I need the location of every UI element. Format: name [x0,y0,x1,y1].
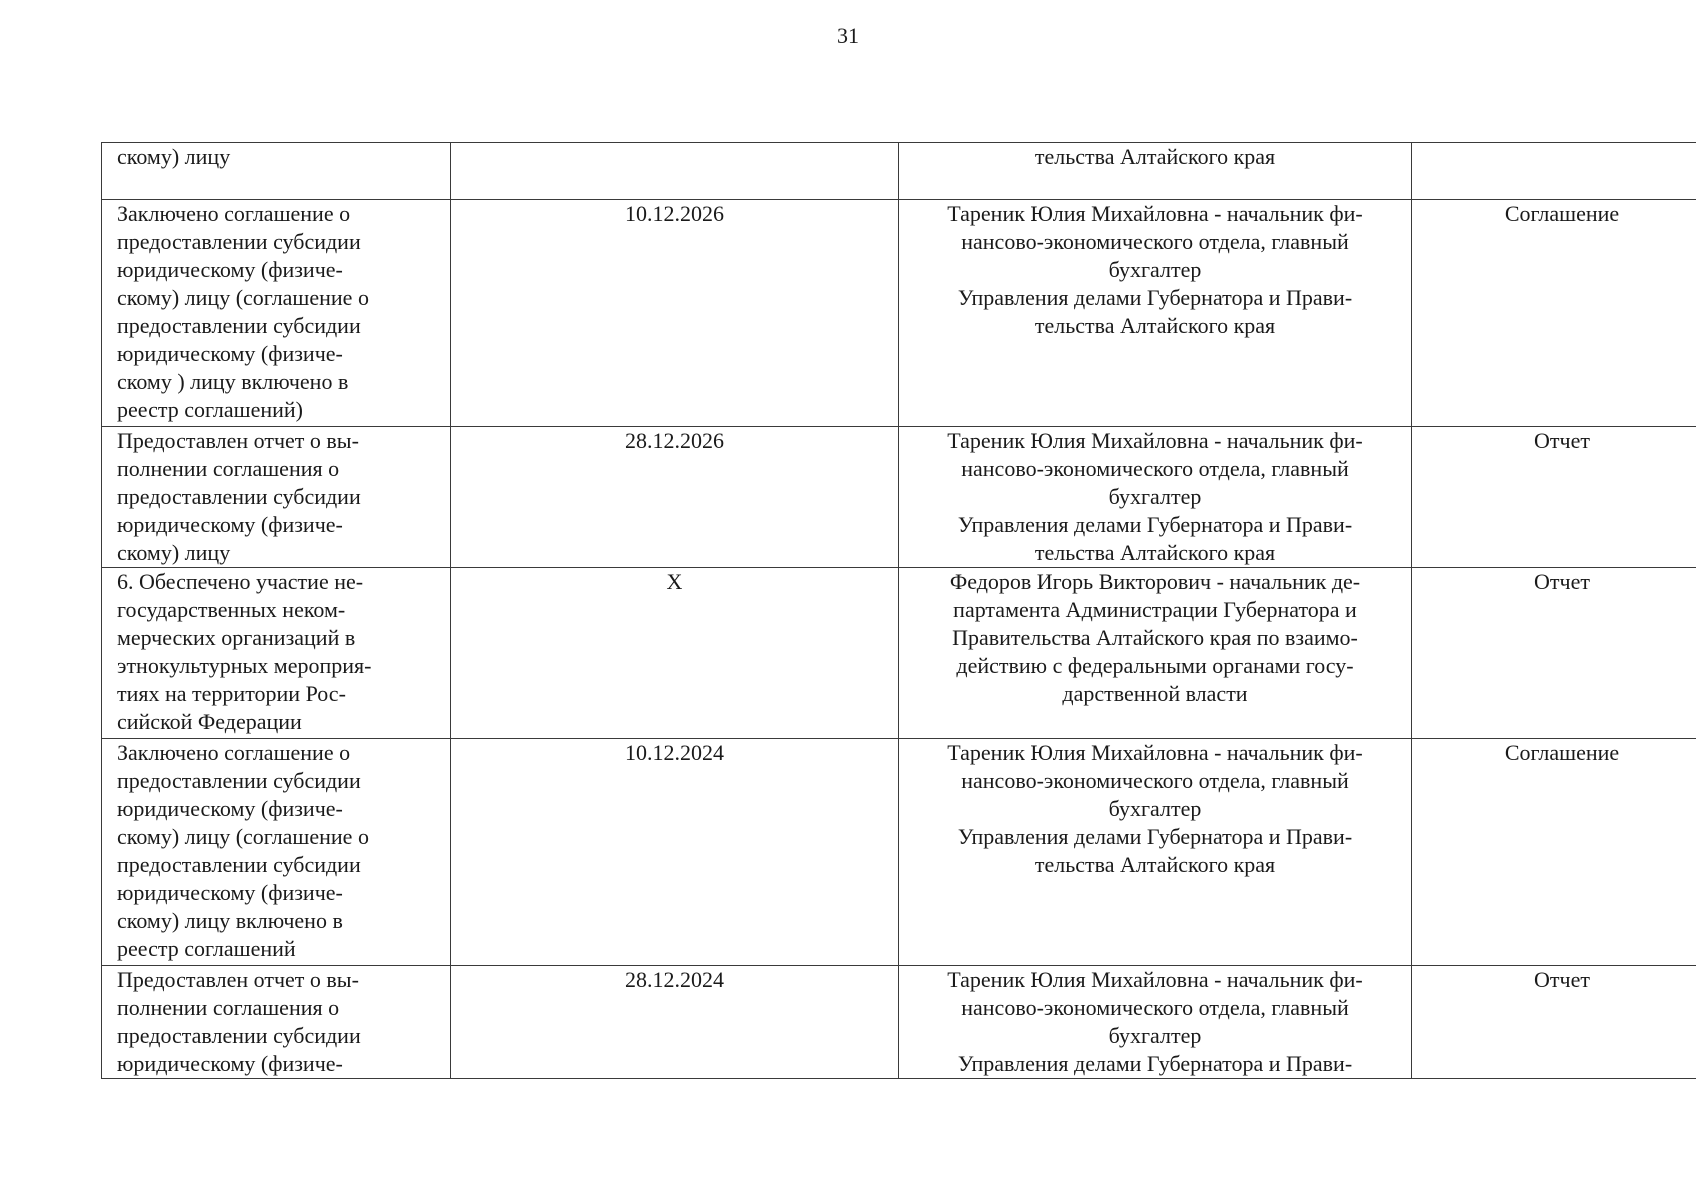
task-line: тиях на территории Рос- [117,681,346,706]
task-line: скому) лицу включено в [117,908,343,933]
responsible-line: нансово-экономического отдела, главный [961,456,1349,481]
document-value: Отчет [1534,428,1590,453]
responsible-cell [899,568,1412,739]
document-cell [1412,200,1696,427]
task-line: скому) лицу [117,540,231,565]
document-value: Соглашение [1504,740,1620,765]
task-line: реестр соглашений) [117,397,303,422]
responsible-line: бухгалтер [1108,484,1202,509]
date-value: 28.12.2026 [625,428,724,453]
task-line: скому ) лицу включено в [117,369,349,394]
task-line: Заключено соглашение о [117,201,351,226]
document-value: Отчет [1534,967,1590,992]
responsible-line: Тареник Юлия Михайловна - начальник фи- [947,967,1363,992]
table-row [102,739,1696,966]
responsible-cell [899,143,1412,200]
task-line: этнокультурных мероприя- [117,653,372,678]
task-line: юридическому (физиче- [117,341,343,366]
table-row [102,568,1696,739]
task-cell [102,568,451,739]
task-line: полнении соглашения о [117,995,340,1020]
date-value: X [666,569,683,594]
responsible-line: Тареник Юлия Михайловна - начальник фи- [947,201,1363,226]
table-row [102,427,1696,568]
date-cell [451,427,899,568]
task-line: предоставлении субсидии [117,229,361,254]
document-value: Соглашение [1504,201,1620,226]
plan-table [101,142,1696,1079]
task-line: Предоставлен отчет о вы- [117,428,359,453]
responsible-cell [899,427,1412,568]
responsible-cell [899,739,1412,966]
responsible-line: Управления делами Губернатора и Прави- [957,1051,1353,1076]
document-value: Отчет [1534,569,1590,594]
task-line: Предоставлен отчет о вы- [117,967,359,992]
responsible-line: нансово-экономического отдела, главный [961,995,1349,1020]
page-number: 31 [837,23,859,48]
responsible-line: Федоров Игорь Викторович - начальник де- [949,569,1361,594]
task-line: предоставлении субсидии [117,313,361,338]
task-line: скому) лицу (соглашение о [117,285,369,310]
date-value: 28.12.2024 [625,967,724,992]
document-cell [1412,739,1696,966]
date-cell [451,966,899,1079]
task-line: предоставлении субсидии [117,768,361,793]
responsible-line: Управления делами Губернатора и Прави- [957,285,1353,310]
task-cell [102,200,451,427]
responsible-line: Правительства Алтайского края по взаимо- [952,625,1358,650]
date-cell [451,200,899,427]
date-cell [451,143,899,200]
task-line: государственных неком- [117,597,346,622]
responsible-line: действию с федеральными органами госу- [956,653,1354,678]
document-cell [1412,427,1696,568]
responsible-line: нансово-экономического отдела, главный [961,229,1349,254]
responsible-line: партамента Администрации Губернатора и [953,597,1357,622]
document-cell [1412,966,1696,1079]
responsible-line: Управления делами Губернатора и Прави- [957,824,1353,849]
responsible-line: тельства Алтайского края [1034,144,1276,169]
date-cell [451,568,899,739]
responsible-cell [899,966,1412,1079]
task-cell [102,143,451,200]
responsible-line: Управления делами Губернатора и Прави- [957,512,1353,537]
task-cell [102,427,451,568]
task-line: предоставлении субсидии [117,1023,361,1048]
task-line: реестр соглашений [117,936,296,961]
task-line: 6. Обеспечено участие не- [117,569,364,594]
date-value: 10.12.2026 [625,201,724,226]
responsible-line: бухгалтер [1108,257,1202,282]
responsible-line: бухгалтер [1108,796,1202,821]
task-line: юридическому (физиче- [117,880,343,905]
task-line: предоставлении субсидии [117,852,361,877]
task-line: юридическому (физиче- [117,1051,343,1076]
task-line: предоставлении субсидии [117,484,361,509]
task-line: юридическому (физиче- [117,796,343,821]
responsible-line: тельства Алтайского края [1034,540,1276,565]
document-cell [1412,568,1696,739]
task-line: сийской Федерации [117,709,302,734]
task-line: юридическому (физиче- [117,512,343,537]
table-row [102,143,1696,200]
task-line: скому) лицу [117,144,231,169]
responsible-line: тельства Алтайского края [1034,852,1276,877]
task-line: скому) лицу (соглашение о [117,824,369,849]
task-line: мерческих организаций в [117,625,356,650]
table-row [102,200,1696,427]
date-cell [451,739,899,966]
task-line: полнении соглашения о [117,456,340,481]
task-line: юридическому (физиче- [117,257,343,282]
task-cell [102,739,451,966]
date-value: 10.12.2024 [625,740,724,765]
responsible-line: нансово-экономического отдела, главный [961,768,1349,793]
document-cell [1412,143,1696,200]
responsible-line: Тареник Юлия Михайловна - начальник фи- [947,428,1363,453]
task-cell [102,966,451,1079]
responsible-line: дарственной власти [1062,681,1248,706]
task-line: Заключено соглашение о [117,740,351,765]
responsible-line: тельства Алтайского края [1034,313,1276,338]
table-row [102,966,1696,1079]
responsible-cell [899,200,1412,427]
responsible-line: Тареник Юлия Михайловна - начальник фи- [947,740,1363,765]
responsible-line: бухгалтер [1108,1023,1202,1048]
